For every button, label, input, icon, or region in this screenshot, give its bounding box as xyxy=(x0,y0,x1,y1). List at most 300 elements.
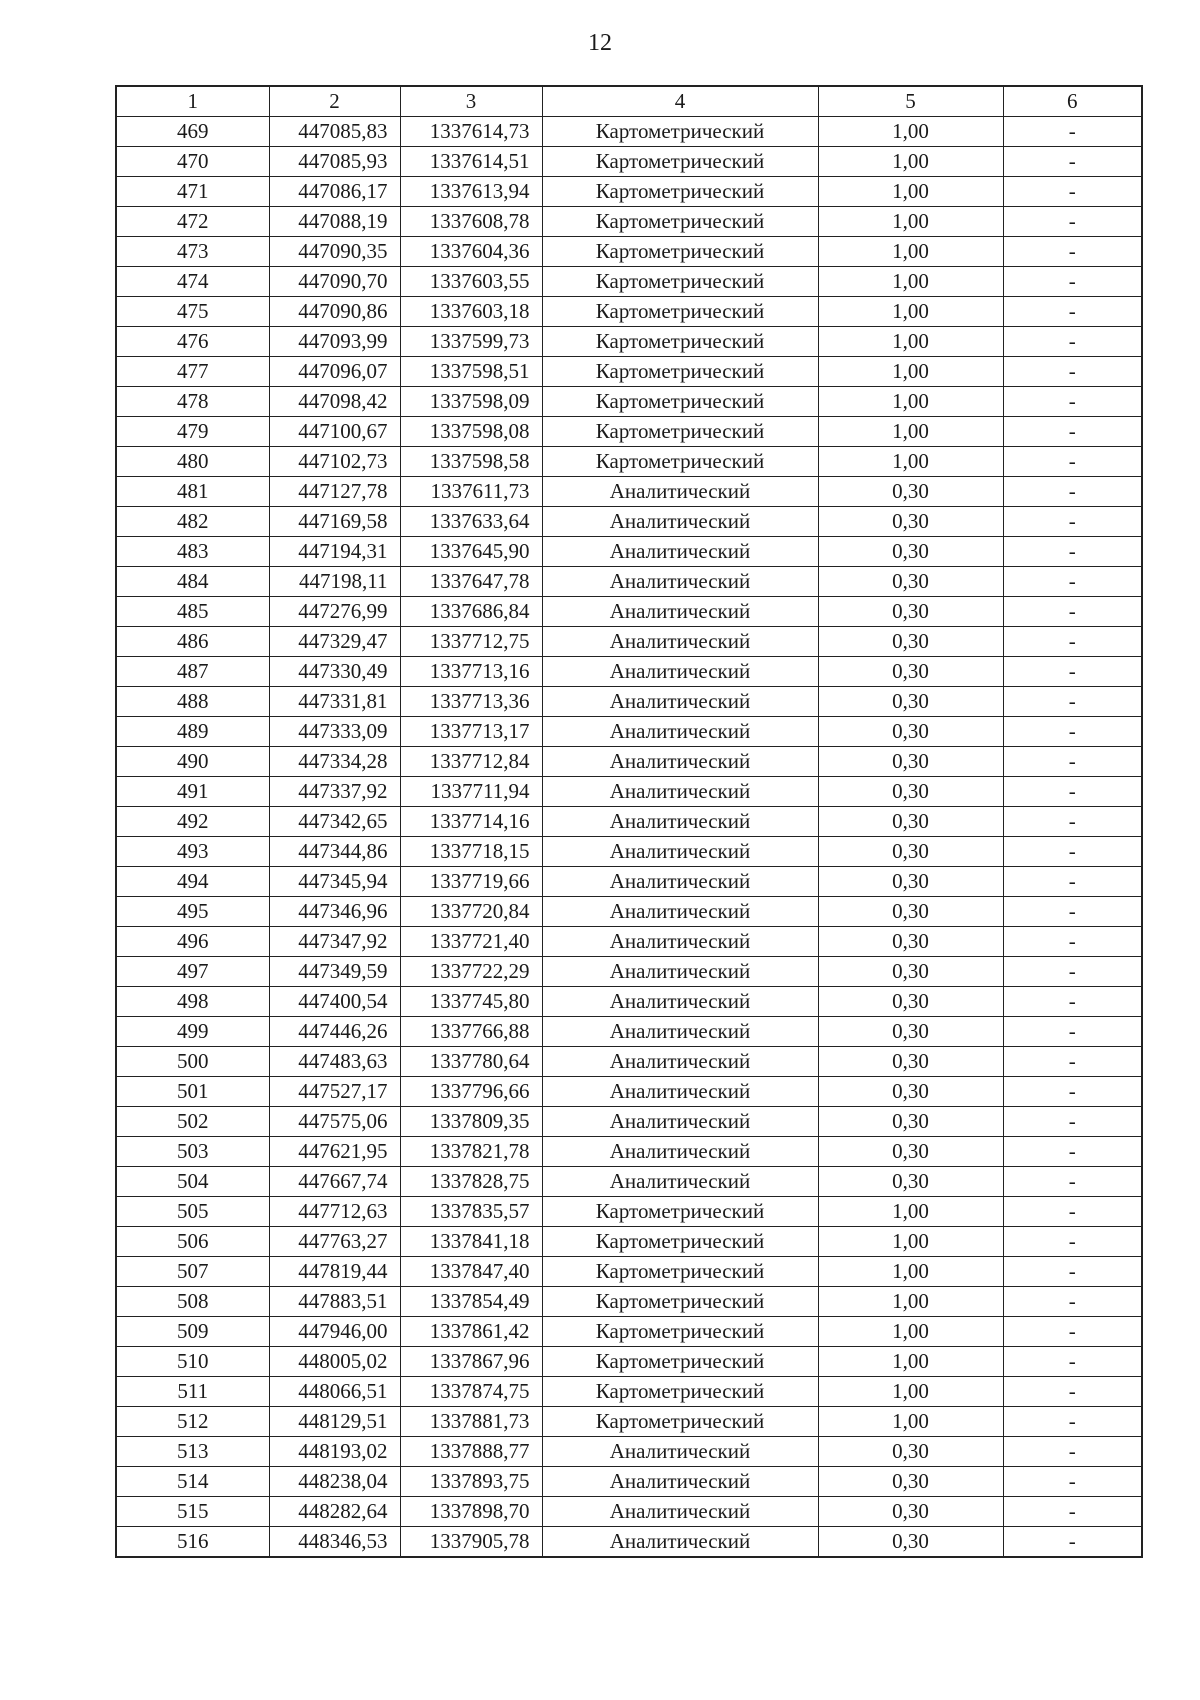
accuracy-cell: 0,30 xyxy=(818,507,1003,537)
point-number-cell: 469 xyxy=(116,117,269,147)
x-coordinate-cell: 448282,64 xyxy=(269,1497,400,1527)
point-number-cell: 499 xyxy=(116,1017,269,1047)
accuracy-cell: 1,00 xyxy=(818,237,1003,267)
table-row xyxy=(116,597,1142,627)
point-number-cell: 470 xyxy=(116,147,269,177)
note-cell: - xyxy=(1003,1227,1142,1257)
point-number-cell: 478 xyxy=(116,387,269,417)
point-number-cell: 500 xyxy=(116,1047,269,1077)
y-coordinate-cell: 1337598,09 xyxy=(400,387,542,417)
method-cell: Аналитический xyxy=(542,1137,818,1167)
y-coordinate-cell: 1337713,17 xyxy=(400,717,542,747)
accuracy-cell: 0,30 xyxy=(818,927,1003,957)
y-coordinate-cell: 1337647,78 xyxy=(400,567,542,597)
accuracy-cell: 1,00 xyxy=(818,147,1003,177)
x-coordinate-cell: 447346,96 xyxy=(269,897,400,927)
header-cell-5: 5 xyxy=(818,86,1003,117)
x-coordinate-cell: 447946,00 xyxy=(269,1317,400,1347)
point-number-cell: 483 xyxy=(116,537,269,567)
method-cell: Картометрический xyxy=(542,357,818,387)
accuracy-cell: 1,00 xyxy=(818,1197,1003,1227)
x-coordinate-cell: 447883,51 xyxy=(269,1287,400,1317)
point-number-cell: 471 xyxy=(116,177,269,207)
method-cell: Аналитический xyxy=(542,537,818,567)
point-number-cell: 505 xyxy=(116,1197,269,1227)
y-coordinate-cell: 1337847,40 xyxy=(400,1257,542,1287)
table-row xyxy=(116,717,1142,747)
x-coordinate-cell: 447344,86 xyxy=(269,837,400,867)
table-row xyxy=(116,837,1142,867)
x-coordinate-cell: 447194,31 xyxy=(269,537,400,567)
method-cell: Картометрический xyxy=(542,117,818,147)
accuracy-cell: 0,30 xyxy=(818,1467,1003,1497)
y-coordinate-cell: 1337712,75 xyxy=(400,627,542,657)
y-coordinate-cell: 1337905,78 xyxy=(400,1527,542,1558)
y-coordinate-cell: 1337796,66 xyxy=(400,1077,542,1107)
x-coordinate-cell: 447819,44 xyxy=(269,1257,400,1287)
accuracy-cell: 1,00 xyxy=(818,327,1003,357)
y-coordinate-cell: 1337722,29 xyxy=(400,957,542,987)
note-cell: - xyxy=(1003,597,1142,627)
point-number-cell: 501 xyxy=(116,1077,269,1107)
point-number-cell: 502 xyxy=(116,1107,269,1137)
method-cell: Аналитический xyxy=(542,507,818,537)
y-coordinate-cell: 1337613,94 xyxy=(400,177,542,207)
accuracy-cell: 0,30 xyxy=(818,717,1003,747)
method-cell: Аналитический xyxy=(542,627,818,657)
accuracy-cell: 1,00 xyxy=(818,1377,1003,1407)
table-row xyxy=(116,207,1142,237)
point-number-cell: 487 xyxy=(116,657,269,687)
note-cell: - xyxy=(1003,777,1142,807)
x-coordinate-cell: 447621,95 xyxy=(269,1137,400,1167)
y-coordinate-cell: 1337861,42 xyxy=(400,1317,542,1347)
x-coordinate-cell: 447575,06 xyxy=(269,1107,400,1137)
point-number-cell: 494 xyxy=(116,867,269,897)
table-row xyxy=(116,927,1142,957)
method-cell: Аналитический xyxy=(542,687,818,717)
note-cell: - xyxy=(1003,1287,1142,1317)
x-coordinate-cell: 447098,42 xyxy=(269,387,400,417)
table-row xyxy=(116,387,1142,417)
y-coordinate-cell: 1337828,75 xyxy=(400,1167,542,1197)
table-row xyxy=(116,1317,1142,1347)
point-number-cell: 486 xyxy=(116,627,269,657)
accuracy-cell: 0,30 xyxy=(818,837,1003,867)
x-coordinate-cell: 447090,70 xyxy=(269,267,400,297)
table-row xyxy=(116,1227,1142,1257)
method-cell: Картометрический xyxy=(542,327,818,357)
method-cell: Картометрический xyxy=(542,1197,818,1227)
y-coordinate-cell: 1337598,51 xyxy=(400,357,542,387)
point-number-cell: 472 xyxy=(116,207,269,237)
x-coordinate-cell: 448238,04 xyxy=(269,1467,400,1497)
point-number-cell: 513 xyxy=(116,1437,269,1467)
x-coordinate-cell: 447102,73 xyxy=(269,447,400,477)
header-row xyxy=(116,86,1142,117)
y-coordinate-cell: 1337881,73 xyxy=(400,1407,542,1437)
point-number-cell: 507 xyxy=(116,1257,269,1287)
table-row xyxy=(116,177,1142,207)
accuracy-cell: 0,30 xyxy=(818,1497,1003,1527)
note-cell: - xyxy=(1003,417,1142,447)
y-coordinate-cell: 1337854,49 xyxy=(400,1287,542,1317)
accuracy-cell: 0,30 xyxy=(818,1077,1003,1107)
x-coordinate-cell: 447330,49 xyxy=(269,657,400,687)
table-row xyxy=(116,1197,1142,1227)
point-number-cell: 488 xyxy=(116,687,269,717)
x-coordinate-cell: 447347,92 xyxy=(269,927,400,957)
point-number-cell: 493 xyxy=(116,837,269,867)
method-cell: Картометрический xyxy=(542,207,818,237)
method-cell: Аналитический xyxy=(542,957,818,987)
note-cell: - xyxy=(1003,1077,1142,1107)
note-cell: - xyxy=(1003,537,1142,567)
x-coordinate-cell: 447096,07 xyxy=(269,357,400,387)
point-number-cell: 504 xyxy=(116,1167,269,1197)
accuracy-cell: 0,30 xyxy=(818,537,1003,567)
y-coordinate-cell: 1337867,96 xyxy=(400,1347,542,1377)
point-number-cell: 489 xyxy=(116,717,269,747)
accuracy-cell: 1,00 xyxy=(818,1347,1003,1377)
note-cell: - xyxy=(1003,1467,1142,1497)
table-row xyxy=(116,417,1142,447)
note-cell: - xyxy=(1003,687,1142,717)
point-number-cell: 496 xyxy=(116,927,269,957)
accuracy-cell: 1,00 xyxy=(818,387,1003,417)
y-coordinate-cell: 1337714,16 xyxy=(400,807,542,837)
y-coordinate-cell: 1337721,40 xyxy=(400,927,542,957)
point-number-cell: 514 xyxy=(116,1467,269,1497)
point-number-cell: 481 xyxy=(116,477,269,507)
x-coordinate-cell: 447337,92 xyxy=(269,777,400,807)
accuracy-cell: 0,30 xyxy=(818,807,1003,837)
accuracy-cell: 0,30 xyxy=(818,1047,1003,1077)
note-cell: - xyxy=(1003,657,1142,687)
note-cell: - xyxy=(1003,387,1142,417)
x-coordinate-cell: 448346,53 xyxy=(269,1527,400,1558)
table-row xyxy=(116,1467,1142,1497)
note-cell: - xyxy=(1003,987,1142,1017)
accuracy-cell: 1,00 xyxy=(818,117,1003,147)
x-coordinate-cell: 447088,19 xyxy=(269,207,400,237)
point-number-cell: 506 xyxy=(116,1227,269,1257)
accuracy-cell: 0,30 xyxy=(818,867,1003,897)
accuracy-cell: 1,00 xyxy=(818,357,1003,387)
note-cell: - xyxy=(1003,207,1142,237)
method-cell: Аналитический xyxy=(542,807,818,837)
method-cell: Картометрический xyxy=(542,1317,818,1347)
table-row xyxy=(116,297,1142,327)
accuracy-cell: 0,30 xyxy=(818,627,1003,657)
note-cell: - xyxy=(1003,267,1142,297)
y-coordinate-cell: 1337898,70 xyxy=(400,1497,542,1527)
table-row xyxy=(116,867,1142,897)
point-number-cell: 480 xyxy=(116,447,269,477)
x-coordinate-cell: 447483,63 xyxy=(269,1047,400,1077)
accuracy-cell: 0,30 xyxy=(818,567,1003,597)
method-cell: Аналитический xyxy=(542,1497,818,1527)
y-coordinate-cell: 1337713,16 xyxy=(400,657,542,687)
table-row xyxy=(116,1017,1142,1047)
table-body xyxy=(116,117,1142,1558)
point-number-cell: 482 xyxy=(116,507,269,537)
x-coordinate-cell: 447763,27 xyxy=(269,1227,400,1257)
accuracy-cell: 1,00 xyxy=(818,207,1003,237)
method-cell: Аналитический xyxy=(542,567,818,597)
accuracy-cell: 0,30 xyxy=(818,1107,1003,1137)
accuracy-cell: 0,30 xyxy=(818,897,1003,927)
point-number-cell: 485 xyxy=(116,597,269,627)
header-cell-2: 2 xyxy=(269,86,400,117)
point-number-cell: 477 xyxy=(116,357,269,387)
y-coordinate-cell: 1337611,73 xyxy=(400,477,542,507)
note-cell: - xyxy=(1003,147,1142,177)
note-cell: - xyxy=(1003,177,1142,207)
method-cell: Аналитический xyxy=(542,1167,818,1197)
x-coordinate-cell: 448005,02 xyxy=(269,1347,400,1377)
y-coordinate-cell: 1337645,90 xyxy=(400,537,542,567)
method-cell: Аналитический xyxy=(542,987,818,1017)
y-coordinate-cell: 1337745,80 xyxy=(400,987,542,1017)
table-row xyxy=(116,477,1142,507)
x-coordinate-cell: 448129,51 xyxy=(269,1407,400,1437)
x-coordinate-cell: 447342,65 xyxy=(269,807,400,837)
y-coordinate-cell: 1337604,36 xyxy=(400,237,542,267)
method-cell: Аналитический xyxy=(542,1107,818,1137)
accuracy-cell: 0,30 xyxy=(818,477,1003,507)
method-cell: Аналитический xyxy=(542,1527,818,1558)
coordinates-table xyxy=(115,85,1143,1558)
method-cell: Аналитический xyxy=(542,717,818,747)
accuracy-cell: 0,30 xyxy=(818,657,1003,687)
point-number-cell: 509 xyxy=(116,1317,269,1347)
table-row xyxy=(116,1077,1142,1107)
note-cell: - xyxy=(1003,117,1142,147)
note-cell: - xyxy=(1003,1377,1142,1407)
y-coordinate-cell: 1337614,51 xyxy=(400,147,542,177)
note-cell: - xyxy=(1003,237,1142,267)
note-cell: - xyxy=(1003,1107,1142,1137)
table-row xyxy=(116,1437,1142,1467)
y-coordinate-cell: 1337719,66 xyxy=(400,867,542,897)
point-number-cell: 495 xyxy=(116,897,269,927)
table-header xyxy=(116,86,1142,117)
point-number-cell: 497 xyxy=(116,957,269,987)
note-cell: - xyxy=(1003,627,1142,657)
method-cell: Картометрический xyxy=(542,237,818,267)
method-cell: Картометрический xyxy=(542,1257,818,1287)
accuracy-cell: 0,30 xyxy=(818,1167,1003,1197)
point-number-cell: 516 xyxy=(116,1527,269,1558)
note-cell: - xyxy=(1003,567,1142,597)
method-cell: Картометрический xyxy=(542,1407,818,1437)
note-cell: - xyxy=(1003,807,1142,837)
y-coordinate-cell: 1337720,84 xyxy=(400,897,542,927)
method-cell: Картометрический xyxy=(542,1227,818,1257)
x-coordinate-cell: 447334,28 xyxy=(269,747,400,777)
point-number-cell: 484 xyxy=(116,567,269,597)
table-row xyxy=(116,1347,1142,1377)
header-cell-3: 3 xyxy=(400,86,542,117)
x-coordinate-cell: 447198,11 xyxy=(269,567,400,597)
accuracy-cell: 1,00 xyxy=(818,447,1003,477)
point-number-cell: 475 xyxy=(116,297,269,327)
point-number-cell: 490 xyxy=(116,747,269,777)
note-cell: - xyxy=(1003,1497,1142,1527)
x-coordinate-cell: 447276,99 xyxy=(269,597,400,627)
point-number-cell: 474 xyxy=(116,267,269,297)
header-cell-6: 6 xyxy=(1003,86,1142,117)
table-row xyxy=(116,147,1142,177)
method-cell: Картометрический xyxy=(542,387,818,417)
table-row xyxy=(116,537,1142,567)
method-cell: Картометрический xyxy=(542,177,818,207)
accuracy-cell: 1,00 xyxy=(818,177,1003,207)
table-row xyxy=(116,1167,1142,1197)
x-coordinate-cell: 447527,17 xyxy=(269,1077,400,1107)
accuracy-cell: 1,00 xyxy=(818,1227,1003,1257)
note-cell: - xyxy=(1003,837,1142,867)
y-coordinate-cell: 1337780,64 xyxy=(400,1047,542,1077)
method-cell: Аналитический xyxy=(542,777,818,807)
note-cell: - xyxy=(1003,927,1142,957)
x-coordinate-cell: 448193,02 xyxy=(269,1437,400,1467)
x-coordinate-cell: 447093,99 xyxy=(269,327,400,357)
table-row xyxy=(116,747,1142,777)
method-cell: Картометрический xyxy=(542,1287,818,1317)
accuracy-cell: 0,30 xyxy=(818,597,1003,627)
method-cell: Картометрический xyxy=(542,1377,818,1407)
method-cell: Аналитический xyxy=(542,747,818,777)
note-cell: - xyxy=(1003,717,1142,747)
y-coordinate-cell: 1337711,94 xyxy=(400,777,542,807)
table-row xyxy=(116,1257,1142,1287)
table-row xyxy=(116,657,1142,687)
note-cell: - xyxy=(1003,447,1142,477)
accuracy-cell: 0,30 xyxy=(818,1137,1003,1167)
x-coordinate-cell: 447446,26 xyxy=(269,1017,400,1047)
note-cell: - xyxy=(1003,1167,1142,1197)
note-cell: - xyxy=(1003,867,1142,897)
table-row xyxy=(116,1377,1142,1407)
note-cell: - xyxy=(1003,1137,1142,1167)
x-coordinate-cell: 447169,58 xyxy=(269,507,400,537)
table-row xyxy=(116,807,1142,837)
table-row xyxy=(116,357,1142,387)
note-cell: - xyxy=(1003,477,1142,507)
point-number-cell: 503 xyxy=(116,1137,269,1167)
x-coordinate-cell: 447085,83 xyxy=(269,117,400,147)
table-row xyxy=(116,1497,1142,1527)
y-coordinate-cell: 1337718,15 xyxy=(400,837,542,867)
point-number-cell: 491 xyxy=(116,777,269,807)
accuracy-cell: 1,00 xyxy=(818,417,1003,447)
note-cell: - xyxy=(1003,1407,1142,1437)
page-number: 12 xyxy=(588,30,612,56)
point-number-cell: 512 xyxy=(116,1407,269,1437)
method-cell: Аналитический xyxy=(542,1467,818,1497)
method-cell: Аналитический xyxy=(542,597,818,627)
x-coordinate-cell: 447100,67 xyxy=(269,417,400,447)
note-cell: - xyxy=(1003,1257,1142,1287)
table-row xyxy=(116,327,1142,357)
method-cell: Аналитический xyxy=(542,837,818,867)
method-cell: Аналитический xyxy=(542,657,818,687)
y-coordinate-cell: 1337809,35 xyxy=(400,1107,542,1137)
accuracy-cell: 0,30 xyxy=(818,1527,1003,1558)
table-row xyxy=(116,507,1142,537)
table-row xyxy=(116,237,1142,267)
accuracy-cell: 1,00 xyxy=(818,267,1003,297)
x-coordinate-cell: 448066,51 xyxy=(269,1377,400,1407)
note-cell: - xyxy=(1003,957,1142,987)
table-row xyxy=(116,897,1142,927)
accuracy-cell: 0,30 xyxy=(818,1017,1003,1047)
y-coordinate-cell: 1337888,77 xyxy=(400,1437,542,1467)
note-cell: - xyxy=(1003,507,1142,537)
point-number-cell: 476 xyxy=(116,327,269,357)
x-coordinate-cell: 447086,17 xyxy=(269,177,400,207)
y-coordinate-cell: 1337821,78 xyxy=(400,1137,542,1167)
y-coordinate-cell: 1337686,84 xyxy=(400,597,542,627)
table-row xyxy=(116,1287,1142,1317)
method-cell: Картометрический xyxy=(542,267,818,297)
accuracy-cell: 1,00 xyxy=(818,297,1003,327)
y-coordinate-cell: 1337614,73 xyxy=(400,117,542,147)
method-cell: Аналитический xyxy=(542,1017,818,1047)
y-coordinate-cell: 1337712,84 xyxy=(400,747,542,777)
table-row xyxy=(116,777,1142,807)
x-coordinate-cell: 447127,78 xyxy=(269,477,400,507)
y-coordinate-cell: 1337874,75 xyxy=(400,1377,542,1407)
note-cell: - xyxy=(1003,1017,1142,1047)
y-coordinate-cell: 1337713,36 xyxy=(400,687,542,717)
x-coordinate-cell: 447667,74 xyxy=(269,1167,400,1197)
method-cell: Аналитический xyxy=(542,1047,818,1077)
y-coordinate-cell: 1337633,64 xyxy=(400,507,542,537)
method-cell: Картометрический xyxy=(542,417,818,447)
y-coordinate-cell: 1337608,78 xyxy=(400,207,542,237)
accuracy-cell: 1,00 xyxy=(818,1257,1003,1287)
point-number-cell: 508 xyxy=(116,1287,269,1317)
y-coordinate-cell: 1337893,75 xyxy=(400,1467,542,1497)
note-cell: - xyxy=(1003,1317,1142,1347)
table-row xyxy=(116,627,1142,657)
y-coordinate-cell: 1337603,18 xyxy=(400,297,542,327)
point-number-cell: 479 xyxy=(116,417,269,447)
note-cell: - xyxy=(1003,357,1142,387)
y-coordinate-cell: 1337598,08 xyxy=(400,417,542,447)
accuracy-cell: 1,00 xyxy=(818,1317,1003,1347)
table-row xyxy=(116,117,1142,147)
point-number-cell: 515 xyxy=(116,1497,269,1527)
y-coordinate-cell: 1337841,18 xyxy=(400,1227,542,1257)
x-coordinate-cell: 447329,47 xyxy=(269,627,400,657)
method-cell: Аналитический xyxy=(542,897,818,927)
x-coordinate-cell: 447090,35 xyxy=(269,237,400,267)
y-coordinate-cell: 1337835,57 xyxy=(400,1197,542,1227)
point-number-cell: 511 xyxy=(116,1377,269,1407)
note-cell: - xyxy=(1003,747,1142,777)
point-number-cell: 498 xyxy=(116,987,269,1017)
note-cell: - xyxy=(1003,1347,1142,1377)
method-cell: Аналитический xyxy=(542,1077,818,1107)
method-cell: Аналитический xyxy=(542,1437,818,1467)
accuracy-cell: 1,00 xyxy=(818,1407,1003,1437)
table-row xyxy=(116,1527,1142,1558)
table-row xyxy=(116,1107,1142,1137)
